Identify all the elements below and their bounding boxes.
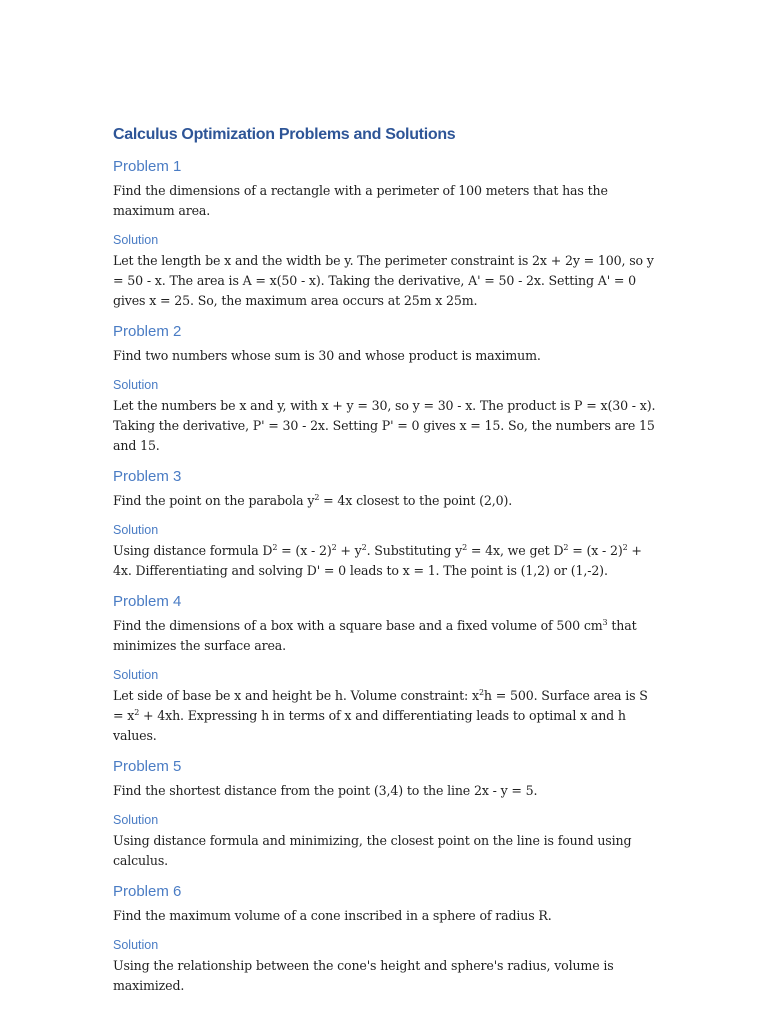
superscript: 2 — [478, 688, 484, 697]
problem-question — [113, 616, 656, 656]
problem-heading: Problem 5 — [113, 758, 182, 775]
text-run: Using the relationship between the cone's height and sphere's radius, volume is maximized. — [113, 958, 614, 993]
text-run: Using distance formula and minimizing, the closest point on the line is found using calculus. — [113, 833, 632, 868]
superscript: 2 — [272, 543, 278, 552]
superscript: 3 — [602, 618, 608, 627]
text-run: Find the dimensions of a box with a square base and a fixed volume of 500 cm — [113, 618, 603, 633]
text-run: = 4x, we get D — [467, 543, 564, 558]
text-run: . Substituting y — [366, 543, 463, 558]
text-run: Let side of base be x and height be h. Volume constraint: x — [113, 688, 479, 703]
problem-heading: Problem 1 — [113, 158, 182, 175]
solution-heading: Solution — [113, 668, 159, 682]
superscript: 2 — [361, 543, 367, 552]
problem-section — [113, 593, 656, 746]
text-run: + 4xh. Expressing h in terms of x and differentiating leads to optimal x and h values. — [113, 708, 626, 743]
solution-text — [113, 251, 656, 311]
solution-text — [113, 956, 656, 996]
solution-text — [113, 541, 656, 581]
problems-list — [113, 158, 656, 996]
problem-question — [113, 906, 656, 926]
superscript: 2 — [622, 543, 628, 552]
text-run: Find the shortest distance from the point (3,4) to the line 2x - y = 5. — [113, 783, 538, 798]
text-run: h = 500. Surface area is S = x — [113, 688, 648, 723]
text-run: Using distance formula D — [113, 543, 273, 558]
superscript: 2 — [331, 543, 337, 552]
problem-section — [113, 323, 656, 456]
problem-section — [113, 883, 656, 996]
problem-section — [113, 468, 656, 581]
text-run: = (x - 2) — [568, 543, 623, 558]
text-run: Find two numbers whose sum is 30 and whose product is maximum. — [113, 348, 541, 363]
text-run: + 4x. Differentiating and solving D' = 0 leads to x = 1. The point is (1,2) or (1,-2). — [113, 543, 642, 578]
text-run: Find the point on the parabola y — [113, 493, 315, 508]
solution-text — [113, 396, 656, 456]
document-title: Calculus Optimization Problems and Solutions — [113, 126, 456, 143]
problem-heading: Problem 4 — [113, 593, 182, 610]
problem-heading: Problem 3 — [113, 468, 182, 485]
solution-heading: Solution — [113, 938, 159, 952]
solution-text — [113, 831, 656, 871]
problem-heading: Problem 6 — [113, 883, 182, 900]
text-run: + y — [336, 543, 362, 558]
problem-section — [113, 158, 656, 311]
superscript: 2 — [134, 708, 140, 717]
text-run: Find the maximum volume of a cone inscribed in a sphere of radius R. — [113, 908, 552, 923]
text-run: Let the length be x and the width be y. The perimeter constraint is 2x + 2y = 100, so y = 50 - x. The area is A = x(50 - x). Taking the derivative, A' = 50 - 2x. Setting A' = 0 gives x = 25. So, the maximum area occurs at 25m x 25m. — [113, 253, 654, 308]
solution-heading: Solution — [113, 813, 159, 827]
text-run: = 4x closest to the point (2,0). — [319, 493, 513, 508]
superscript: 2 — [563, 543, 569, 552]
problem-question — [113, 181, 656, 221]
solution-heading: Solution — [113, 523, 159, 537]
problem-question — [113, 781, 656, 801]
problem-section — [113, 758, 656, 871]
text-run: Find the dimensions of a rectangle with a perimeter of 100 meters that has the maximum area. — [113, 183, 608, 218]
problem-question — [113, 491, 656, 511]
text-run: that minimizes the surface area. — [113, 618, 637, 653]
text-run: = (x - 2) — [277, 543, 332, 558]
solution-heading: Solution — [113, 378, 159, 392]
superscript: 2 — [314, 493, 320, 502]
problem-question — [113, 346, 656, 366]
problem-heading: Problem 2 — [113, 323, 182, 340]
solution-text — [113, 686, 656, 746]
solution-heading: Solution — [113, 233, 159, 247]
superscript: 2 — [462, 543, 468, 552]
text-run: Let the numbers be x and y, with x + y = 30, so y = 30 - x. The product is P = x(30 - x). Taking the derivative, P' = 30 - 2x. Setting P' = 0 gives x = 15. So, the numbers are 15 and 15. — [113, 398, 656, 453]
